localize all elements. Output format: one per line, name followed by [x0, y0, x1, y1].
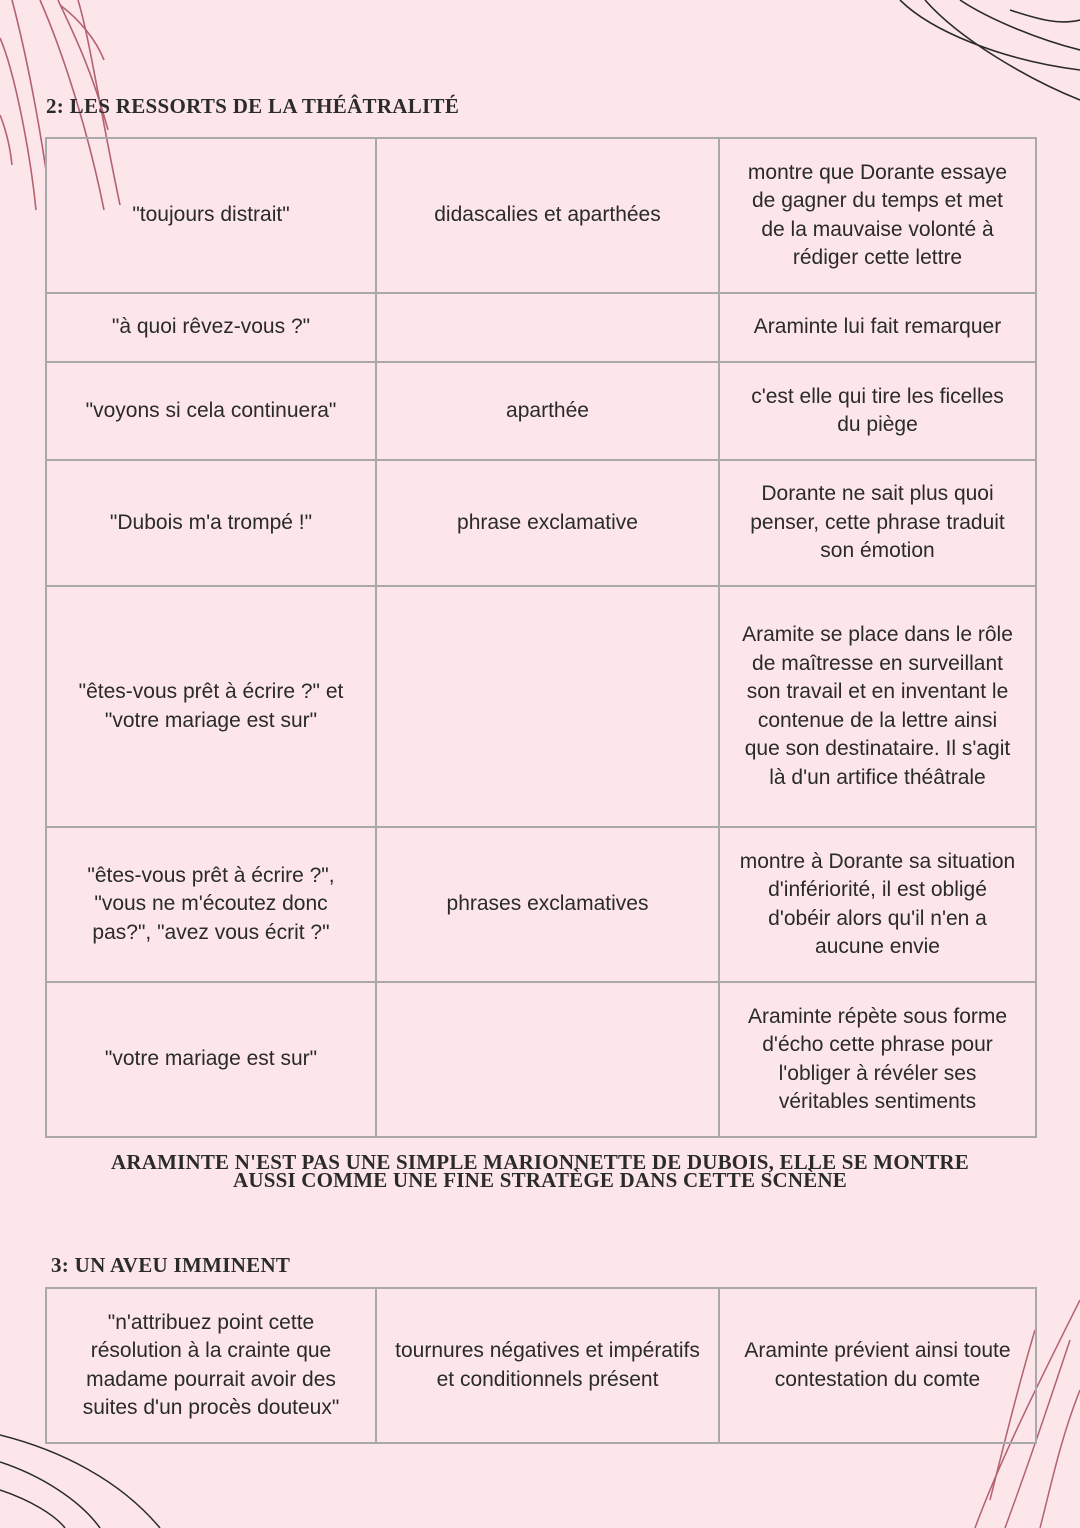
device-cell: aparthée: [376, 362, 719, 460]
quote-cell: "êtes-vous prêt à écrire ?", "vous ne m'écoutez donc pas?", "avez vous écrit ?": [46, 827, 376, 982]
table-row: [46, 293, 1036, 362]
device-cell: [376, 982, 719, 1137]
effect-cell: Araminte répète sous forme d'écho cette phrase pour l'obliger à révéler ses véritables sentiments: [719, 982, 1036, 1137]
confession-table: [45, 1287, 1037, 1444]
table-row: [46, 460, 1036, 586]
table-row: [46, 586, 1036, 827]
quote-cell: "Dubois m'a trompé !": [46, 460, 376, 586]
quote-cell: "votre mariage est sur": [46, 982, 376, 1137]
table-row: [46, 1288, 1036, 1443]
quote-cell: "n'attribuez point cette résolution à la crainte que madame pourrait avoir des suites d'un procès douteux": [46, 1288, 376, 1443]
quote-cell: "à quoi rêvez-vous ?": [46, 293, 376, 362]
effect-cell: Araminte prévient ainsi toute contestation du comte: [719, 1288, 1036, 1443]
table-row: [46, 982, 1036, 1137]
conclusion-line-2: AUSSI COMME UNE FINE STRATÈGE DANS CETTE SCNÈNE: [232, 1168, 848, 1192]
quote-cell: "voyons si cela continuera": [46, 362, 376, 460]
quote-cell: "toujours distrait": [46, 138, 376, 293]
section-3-title: 3: UN AVEU IMMINENT: [51, 1253, 291, 1277]
device-cell: didascalies et aparthées: [376, 138, 719, 293]
device-cell: [376, 293, 719, 362]
device-cell: phrase exclamative: [376, 460, 719, 586]
device-cell: tournures négatives et impératifs et conditionnels présent: [376, 1288, 719, 1443]
dark-scribble-bottom-left: [0, 1435, 160, 1528]
quote-cell: "êtes-vous prêt à écrire ?" et "votre mariage est sur": [46, 586, 376, 827]
effect-cell: Dorante ne sait plus quoi penser, cette phrase traduit son émotion: [719, 460, 1036, 586]
effect-cell: montre à Dorante sa situation d'infériorité, il est obligé d'obéir alors qu'il n'en a aucune envie: [719, 827, 1036, 982]
table-row: [46, 138, 1036, 293]
table-row: [46, 362, 1036, 460]
device-cell: phrases exclamatives: [376, 827, 719, 982]
effect-cell: c'est elle qui tire les ficelles du piège: [719, 362, 1036, 460]
table-row: [46, 827, 1036, 982]
effect-cell: Araminte lui fait remarquer: [719, 293, 1036, 362]
effect-cell: Aramite se place dans le rôle de maîtresse en surveillant son travail et en inventant le contenue de la lettre ainsi que son destinataire. Il s'agit là d'un artifice théâtrale: [719, 586, 1036, 827]
theatricality-table: [45, 137, 1037, 1138]
effect-cell: montre que Dorante essaye de gagner du temps et met de la mauvaise volonté à rédiger cette lettre: [719, 138, 1036, 293]
section-2-title: 2: LES RESSORTS DE LA THÉÂTRALITÉ: [46, 94, 460, 118]
conclusion-statement: [45, 1150, 1035, 1192]
conclusion-line-1: ARAMINTE N'EST PAS UNE SIMPLE MARIONNETTE DE DUBOIS, ELLE SE MONTRE: [110, 1150, 970, 1174]
device-cell: [376, 586, 719, 827]
dark-scribble-top-right: [900, 0, 1080, 100]
